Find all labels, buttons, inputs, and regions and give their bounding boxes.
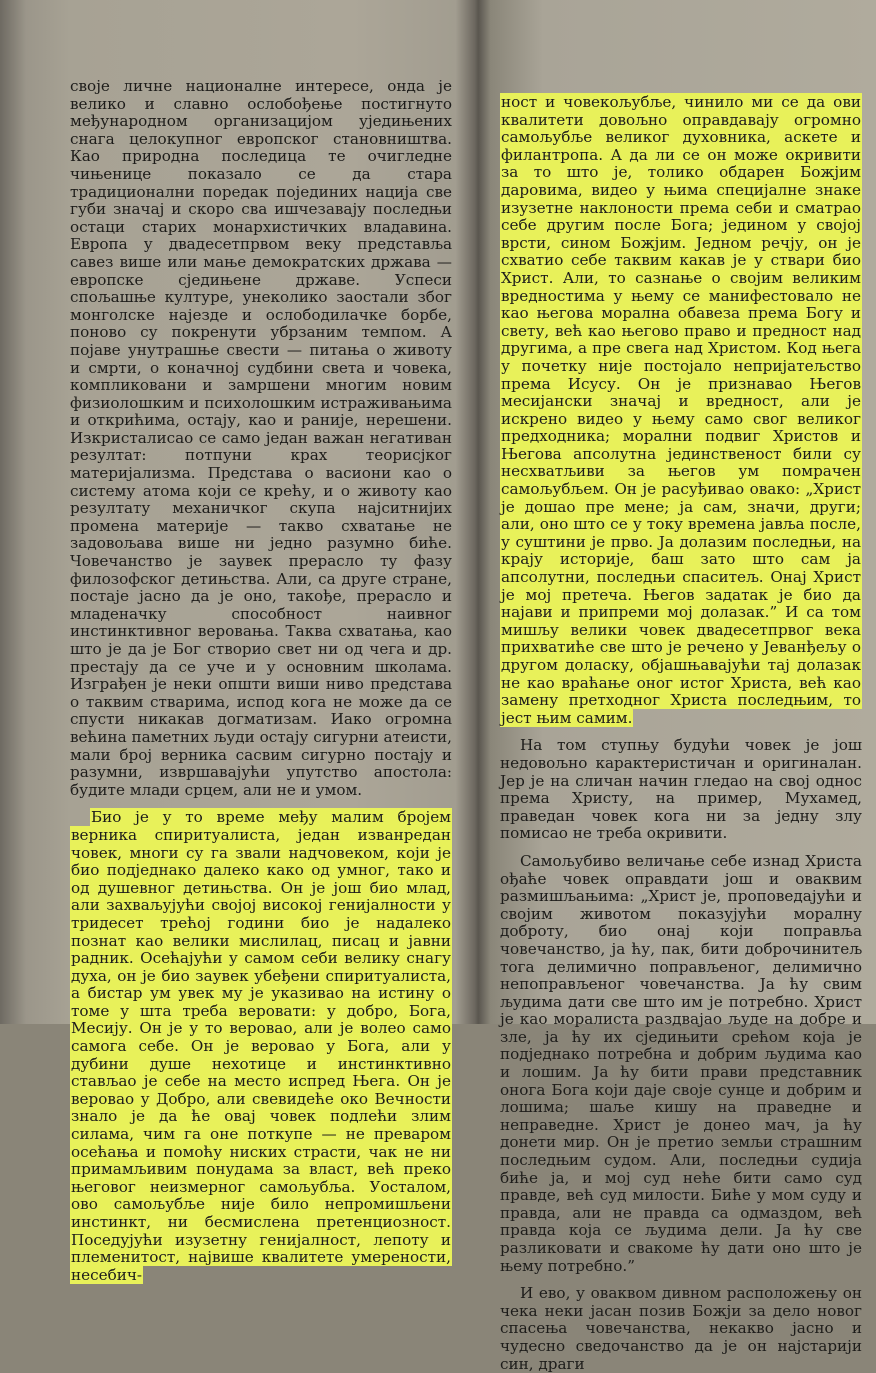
right-paragraph-1 bbox=[500, 94, 862, 727]
highlighted-passage: ност и човекољубље, чинило ми се да ови квалитети довољно оправдавају огромно самољубље великог духовника, аскете и филантропа. А да ли се он може окривити за то што је, толико обдарен Божјим даровима, видео у њима специјалне знаке изузетне наклоности према себи и сматрао себе другим после Бога; једином у својој врсти, сином Божјим. Једном речју, он је схватио себе таквим какав је у ствари био Христ. Али, то сазнање о својим великим вредностима у њему се манифестовало не као његова морална обавеза према Богу и свету, већ као његово право и предност над другима, а пре свега над Христом. Код њега у почетку није постојало непријатељство према Исусу. Он је признавао Његов месијански значај и вредност, али је искрено видео у њему само свог великог предходника; морални подвиг Христов и Његова апсолутна јединственост били су несхватљиви за његов ум помрачен самољубљем. Он је расуђивао овако: „Христ је дошао пре мене; ја сам, значи, други; али, оно што се у току времена јавља после, у суштини је прво. Ја долазим последњи, на крају историје, баш зато што сам ја апсолутни, последњи спаситељ. Онај Христ је мој претеча. Његов задатак је био да најави и припреми мој долазак.” И са том мишљу велики човек двадесетпрвог века прихватиће све што је речено у Јеванђељу о другом доласку, објашњавајући тај долазак не као враћање оног истог Христа, већ као замену претходног Христа последњим, то јест њим самим. bbox=[501, 93, 861, 727]
highlighted-passage: Био је у то време међу малим бројем верника спиритуалиста, један изванредан човек, многи су га звали надчовеком, који је био подједнако далеко како од умног, тако и од душевног детињства. Он је још био млад, али захваљујући својој високој генијалности у тридесет трећој години био је надалеко познат као велики мислилац, писац и јавни радник. Осећајући у самом себи велику снагу духа, он је био заувек убеђени спиритуалиста, а бистар ум увек му је указивао на истину о томе у шта треба веровати: у добро, Бога, Месију. Он је у то веровао, али је волео само самога себе. Он је веровао у Бога, али у дубини душе нехотице и инстинктивно стављао је себе на место испред Њега. Он је веровао у Добро, али свевидеће око Вечности знало је да ће овај човек подлећи злим силама, чим га оне поткупе — не преваром осећања и помоћу ниских страсти, чак не ни примамљивим понудама за власт, већ преко његовог неизмерног самољубља. Уосталом, ово самољубље није било непромишљени инстинкт, ни бесмислена претенциозност. Поседујући изузетну генијалност, лепоту и племенитост, највише квалитете умерености, несебич- bbox=[71, 808, 451, 1284]
right-paragraph-2: На том ступњу будући човек је још недовољно карактеристичан и оригиналан. Јер је на сличан начин гледао на свој однос према Христу, на пример, Мухамед, праведан човек кога ни за једну злу помисао не треба окривити. bbox=[500, 736, 862, 843]
right-column bbox=[500, 94, 862, 1373]
right-paragraph-4: И ево, у оваквом дивном расположењу он чека неки јасан позив Божји за дело новог спасења човечанства, некакво јасно и чудесно сведочанство да је он најстарији син, драги bbox=[500, 1284, 862, 1373]
left-paragraph-2 bbox=[70, 809, 452, 1284]
left-paragraph-1: своје личне националне интересе, онда је велико и славно ослобођење постигнуто међународном организацијом уједињених снага целокупног европског становништва. Као природна последица те очигледне чињенице показало се да стара традиционални поредак појединих нација све губи значај и скоро сва ишчезавају последњи остаци старих монархистичких владавина. Европа у двадесетпрвом веку представља савез више или мање демократских држава — европске сједињене државе. Успеси спољашње културе, унеколико заостали због монголске најезде и ослободилачке борбе, поново су покренути убрзаним темпом. А појаве унутрашње свести — питања о животу и смрти, о коначној судбини света и човека, компликовани и замршени многим новим физиолошким и психолошким истраживањима и открићима, остају, као и раније, нерешени. Изкристалисао се само један важан негативан резултат: потпуни крах теорисјког материјализма. Представа о васиони као о систему атома који се крећу, и о животу као резултату механичког скупа најситнијих промена материје — такво схватање не задовољава више ни једно разумно биће. Човечанство је заувек прерасло ту фазу филозофског детињства. Али, са друге стране, постаје јасно да је оно, такође, прерасло и младеначку способност наивног инстинктивног веровања. Таква схватања, као што је да је Бог створио свет ни од чега и др. престају да се уче и у основним школама. Изграђен је неки општи виши ниво представа о таквим стварима, испод кога не може да се спусти никакав догматизам. Иако огромна већина паметних људи остају сигурни атеисти, мали број верника сасвим сигурно постају и разумни, извршавајући упутство апостола: будите млади срцем, али не и умом. bbox=[70, 77, 452, 799]
left-column bbox=[70, 78, 452, 1284]
right-paragraph-3: Самољубиво величање себе изнад Христа ођаће човек оправдати још и оваквим размишљањима: „Христ је, проповедајући и својим животом показујући моралну доброту, био онај који поправља човечанство, ја ћу, пак, бити доброчинитељ тога делимично поправљеног, делимично непоправљеног човечанства. Ја ћу свим људима дати све што им је потребно. Христ је као моралиста раздвајао људе на добре и зле, ја ћу их сједињити срећом која је подједнако потребна и добрим људима као и лошим. Ја ћу бити прави представник онога Бога који даје своје сунце и добрим и лошима; шаље кишу на праведне и неправедне. Христ је донео мач, ја ћу донети мир. Он је претио земљи страшним последњим судом. Али, последњи судија биће ја, и мој суд неће бити само суд правде, већ суд милости. Биће у мом суду и правда, али не правда са одмаздом, већ правда која се људима дели. Ја ћу све разликовати и свакоме ћу дати оно што је њему потребно.” bbox=[500, 851, 862, 1275]
right-page bbox=[480, 0, 876, 1373]
